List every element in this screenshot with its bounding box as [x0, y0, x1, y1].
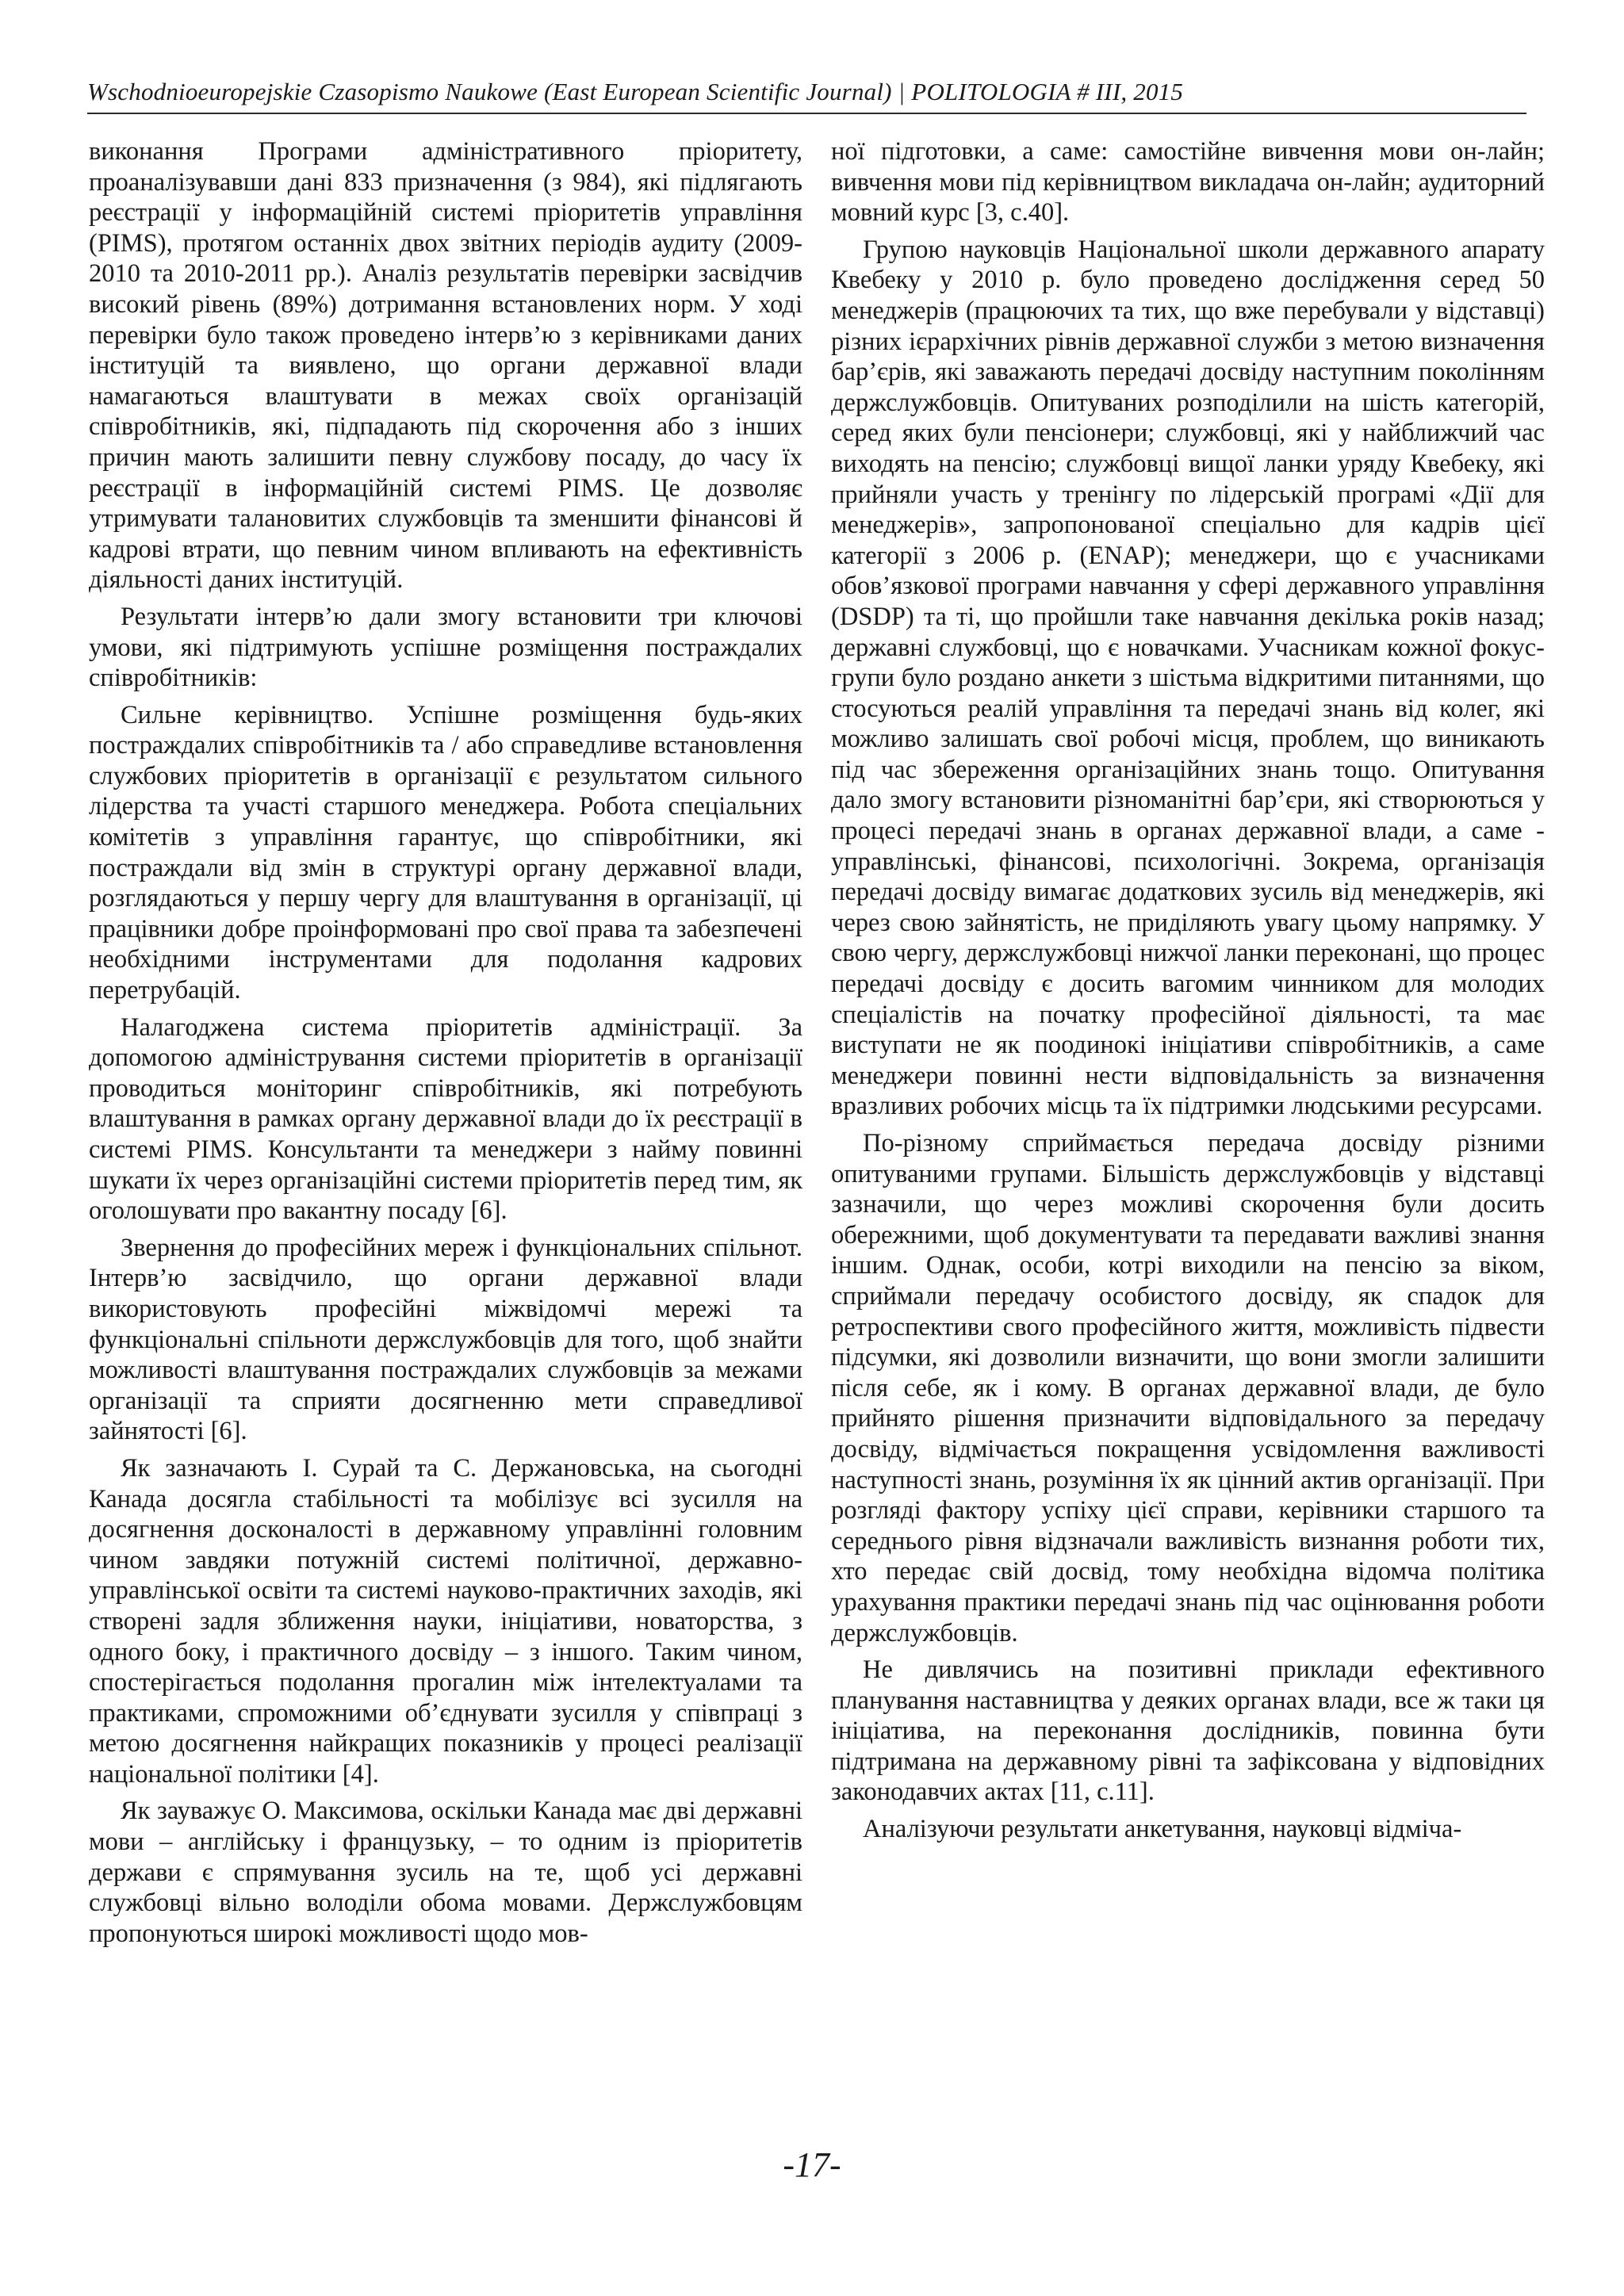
paragraph: Результати інтерв’ю дали змогу встановити три ключові умови, які підтримують успішне розміщення постраждалих співробітників:: [89, 602, 802, 693]
running-header: Wschodnioeuropejskie Czasopismo Naukowe (East European Scientific Journal) | POLITOLOGIA # III, 2015: [87, 78, 1184, 105]
paragraph: Групою науковців Національної школи державного апарату Квебеку у 2010 р. було проведено дослідження серед 50 менеджерів (працюючих та тих, що вже перебували у відставці) різних ієрархічних рівнів державної служби з метою визначення бар’єрів, які заважають передачі досвіду наступним поколінням держслужбовців. Опитуваних розподілили на шість категорій, серед яких були пенсіонери; службовці, які у найближчий час виходять на пенсію; службовці вищої ланки уряду Квебеку, які прийняли участь у тренінгу по лідерській програмі «Дії для менеджерів», запропонованої спеціально для кадрів цієї категорії з 2006 р. (ENAP); менеджери, що є учасниками обов’язкової програми навчання у сфері державного управління (DSDP) та ті, що пройшли таке навчання декілька років назад; державні службовці, що є новачками. Учасникам кожної фокус-групи було роздано анкети з шістьма відкритими питаннями, що стосуються реалій управління та передачі знань від колег, які можливо залишать свої робочі місця, проблем, що виникають під час збереження організаційних знань тощо. Опитування дало змогу встановити різноманітні бар’єри, які створюються у процесі передачі знань в органах державної влади, а саме - управлінські, фінансові, психологічні. Зокрема, організація передачі досвіду вимагає додаткових зусиль від менеджерів, які через свою зайнятість, не приділяють увагу цьому напрямку. У свою чергу, держслужбовці нижчої ланки переконані, що процес передачі досвіду є досить вагомим чинником для молодих спеціалістів на початку професійної діяльності, та має виступати не як поодинокі ініціативи співробітників, а саме менеджери повинні нести відповідальність за визначення вразливих робочих місць та їх підтримки людськими ресурсами.: [831, 235, 1545, 1121]
paragraph: виконання Програми адміністративного пріоритету, проаналізувавши дані 833 призначення (з 984), які підлягають реєстрації у інформаційній системі пріоритетів управління (PIMS), протягом останніх двох звітних періодів аудиту (2009-2010 та 2010-2011 рр.). Аналіз результатів перевірки засвідчив високий рівень (89%) дотримання встановлених норм. У ході перевірки було також проведено інтерв’ю з керівниками даних інституцій та виявлено, що органи державної влади намагаються влаштувати в межах своїх організацій співробітників, які, підпадають під скорочення або з інших причин мають залишити певну службову посаду, до часу їх реєстрації в інформаційній системі PIMS. Це дозволяє утримувати талановитих службовців та зменшити фінансові й кадрові втрати, що певним чином впливають на ефективність діяльності даних інституцій.: [89, 137, 802, 595]
paragraph: Не дивлячись на позитивні приклади ефективного планування наставництва у деяких органах влади, все ж таки ця ініціатива, на переконання дослідників, повинна бути підтримана на державному рівні та зафіксована у відповідних законодавчих актах [11, с.11].: [831, 1655, 1545, 1807]
left-column: [89, 136, 802, 1955]
paragraph: Налагоджена система пріоритетів адміністрації. За допомогою адміністрування системи пріоритетів в організації проводиться моніторинг співробітників, які потребують влаштування в рамках органу державної влади до їх реєстрації в системі PIMS. Консультанти та менеджери з найму повинні шукати їх через організаційні системи пріоритетів перед тим, як оголошувати про вакантну посаду [6].: [89, 1012, 802, 1226]
paragraph: Аналізуючи результати анкетування, науковці відміча-: [863, 1815, 1462, 1844]
paragraph: По-різному сприймається передача досвіду різними опитуваними групами. Більшість держслужбовців у відставці зазначили, що через можливі скорочення були досить обережними, щоб документувати та передавати важливі знання іншим. Однак, особи, котрі виходили на пенсію за віком, сприймали передачу особистого досвіду, як спадок для ретроспективи свого професійного життя, можливість підвести підсумки, які дозволили визначити, що вони змогли залишити після себе, як і кому. В органах державної влади, де було прийнято рішення призначити відповідального за передачу досвіду, відмічається покращення усвідомлення важливості наступності знань, розуміння їх як цінний актив організації. При розгляді фактору успіху цієї справи, керівники старшого та середнього рівня відзначали важливість визнання роботи тих, хто передає свій досвід, тому необхідна відомча політика урахування практики передачі знань під час оцінювання роботи держслужбовців.: [831, 1129, 1545, 1647]
paragraph: Як зауважує О. Максимова, оскільки Канада має дві державні мови – англійську і французьку, – то одним із пріоритетів держави є спрямування зусиль на те, щоб усі державні службовці вільно володіли обома мовами. Держслужбовцям пропонуються широкі можливості щодо мов-: [89, 1797, 802, 1948]
paragraph: ної підготовки, а саме: самостійне вивчення мови он-лайн; вивчення мови під керівництвом викладача он-лайн; аудиторний мовний курс [3, с.40].: [831, 137, 1545, 228]
header-divider: [87, 113, 1526, 114]
paragraph: Звернення до професійних мереж і функціональних спільнот. Інтерв’ю засвідчило, що органи державної влади використовують професійні міжвідомчі мережі та функціональні спільноти держслужбовців для того, щоб знайти можливості влаштування постраждалих службовців за межами організації та сприяти досягненню мети справедливої зайнятості [6].: [89, 1233, 802, 1446]
page-number: -17-: [783, 2145, 841, 2184]
paragraph: Як зазначають І. Сурай та С. Держановська, на сьогодні Канада досягла стабільності та мобілізує всі зусилля на досягнення досконалості в державному управлінні головним чином завдяки потужній системі політичної, державно-управлінської освіти та системі науково-практичних заходів, які створені задля зближення науки, ініціативи, новаторства, з одного боку, і практичного досвіду – з іншого. Таким чином, спостерігається подолання прогалин між інтелектуалами та практиками, спроможними об’єднувати зусилля у співпраці з метою досягнення найкращих показників у процесі реалізації національної політики [4].: [89, 1453, 802, 1789]
right-column: [831, 136, 1545, 1851]
paragraph: Сильне керівництво. Успішне розміщення будь-яких постраждалих співробітників та / або справедливе встановлення службових пріоритетів в організації є результатом сильного лідерства та участі старшого менеджера. Робота спеціальних комітетів з управління гарантує, що співробітники, які постраждали від змін в структурі органу державної влади, розглядаються у першу чергу для влаштування в організації, ці працівники добре проінформовані про свої права та забезпечені необхідними інструментами для подолання кадрових перетрубацій.: [89, 700, 802, 1005]
